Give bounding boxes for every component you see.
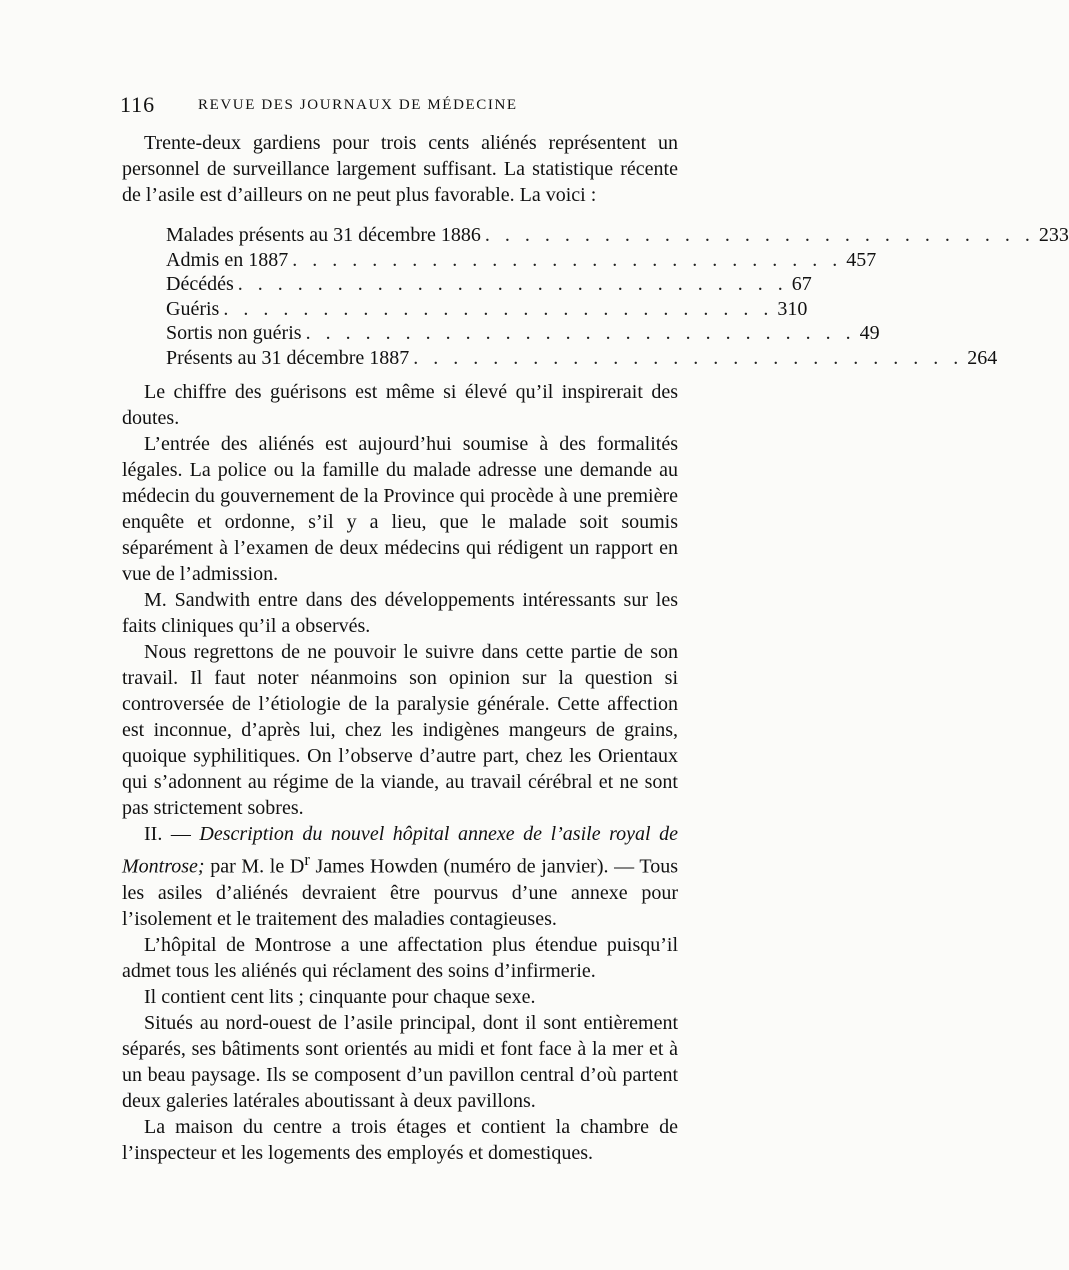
stat-label: Sortis non guéris: [166, 322, 302, 344]
leader-dots: . . . . . . . . . . . . . . . . . . . . . . . . . . . .: [237, 273, 788, 295]
stat-value: 457: [846, 248, 877, 271]
paragraph: L’hôpital de Montrose a une affectation plus étendue puisqu’il admet tous les aliénés qui réclament des soins d’infirmerie.: [122, 933, 678, 982]
running-head: [120, 92, 680, 116]
paragraph: Situés au nord-ouest de l’asile principal, dont il sont entièrement séparés, ses bâtiments sont orientés au midi et font face à la mer et à un beau paysage. Ils se composent d’un pavillon central d’où partent deux galeries latérales aboutissant à deux pavillons.: [122, 1011, 678, 1112]
stat-label: Admis en 1887: [166, 248, 289, 271]
leader-dots: . . . . . . . . . . . . . . . . . . . . . . . . . . . .: [484, 224, 1035, 246]
article-text: James Howden (numéro de janvier). — Tous les asiles d’aliénés devraient être pourvus d’une annexe pour l’isolement et le traitement des maladies contagieuses.: [122, 855, 678, 930]
stat-label: Décédés: [166, 273, 234, 295]
doctor-superscript: r: [304, 850, 310, 869]
paragraph: Nous regrettons de ne pouvoir le suivre dans cette partie de son travail. Il faut noter néanmoins son opinion sur la question si controversée de l’étiologie de la paralysie générale. Cette affection est inconnue, d’après lui, chez les indigènes mangeurs de grains, quoique syphilitiques. On l’observe d’autre part, chez les Orientaux qui s’adonnent au régime de la viande, au travail cérébral et ne sont pas strictement sobres.: [122, 641, 678, 819]
statistics-table: [166, 222, 1069, 369]
stat-value: 233: [1038, 224, 1069, 246]
paragraph: Le chiffre des guérisons est même si élevé qu’il inspirerait des doutes.: [122, 381, 678, 429]
stat-row: [166, 247, 877, 272]
paragraph: L’entrée des aliénés est aujourd’hui soumise à des formalités légales. La police ou la famille du malade adresse une demande au médecin du gouvernement de la Province qui procède à une première enquête et ordonne, s’il y a lieu, que le malade soit soumis séparément à l’examen de deux médecins qui rédigent un rapport en vue de l’admission.: [122, 433, 678, 585]
stat-label: Présents au 31 décembre 1887: [166, 346, 410, 369]
stat-row: [166, 296, 808, 321]
paragraph: La maison du centre a trois étages et contient la chambre de l’inspecteur et les logements des employés et domestiques.: [122, 1115, 678, 1164]
article-byline: par M. le D: [204, 855, 305, 878]
stat-row: [166, 345, 998, 370]
stat-value: 310: [777, 297, 808, 320]
body-text: [122, 130, 1069, 1166]
page-number: 116: [120, 92, 156, 117]
leader-dots: . . . . . . . . . . . . . . . . . . . . . . . . . . . .: [413, 346, 964, 369]
leader-dots: . . . . . . . . . . . . . . . . . . . . . . . . . . . .: [292, 248, 843, 271]
leader-dots: . . . . . . . . . . . . . . . . . . . . . . . . . . . .: [305, 322, 856, 344]
article-title: Description du nouvel hôpital annexe de l’asile royal de Montrose;: [122, 823, 679, 878]
section-numeral: II. —: [144, 823, 191, 845]
stat-row: [166, 271, 812, 296]
stat-value: 49: [859, 322, 880, 344]
paragraph-intro: Trente-deux gardiens pour trois cents aliénés représentent un personnel de surveillance largement suffisant. La statistique récente de l’asile est d’ailleurs on ne peut plus favorable. La voici :: [122, 132, 678, 206]
stat-row: [166, 320, 880, 345]
stat-row: [166, 222, 1069, 247]
leader-dots: . . . . . . . . . . . . . . . . . . . . . . . . . . . .: [223, 297, 774, 320]
stat-label: Malades présents au 31 décembre 1886: [166, 224, 481, 246]
stat-label: Guéris: [166, 297, 220, 320]
paragraph: Il contient cent lits ; cinquante pour chaque sexe.: [144, 985, 536, 1008]
paragraph: M. Sandwith entre dans des développements intéressants sur les faits cliniques qu’il a observés.: [122, 589, 678, 637]
running-title: REVUE DES JOURNAUX DE MÉDECINE: [198, 97, 518, 113]
stat-value: 67: [791, 273, 812, 295]
section-paragraph: [122, 821, 678, 932]
stat-value: 264: [967, 346, 998, 369]
